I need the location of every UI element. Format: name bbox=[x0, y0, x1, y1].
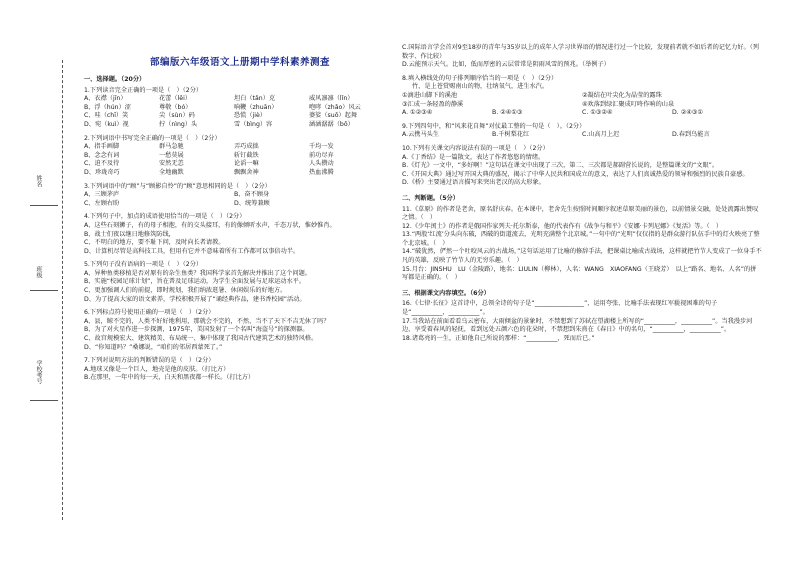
name-blank[interactable] bbox=[30, 205, 58, 206]
option[interactable]: B.千树梨花红 bbox=[492, 131, 530, 139]
clause: ①滴进山脚下的溪池 bbox=[402, 91, 458, 99]
option[interactable]: B、浮（hún）涩 bbox=[84, 103, 131, 111]
option: 尊敬（bó） bbox=[159, 103, 192, 111]
option: 涵涵潺潺（bō） bbox=[309, 120, 354, 128]
fill-item[interactable]: 17.当我站在前面看看乌云密布，大雨倾盆的景象时，不禁想到了苏轼在望湖楼上所写的“__________，__________”。当我漫步河边，享受着春风的轻抚，看到远处五颜六色的花朵时，不禁想到朱熹在《春日》中的名句，“__________，__________”。 bbox=[402, 317, 753, 334]
option: 千均一发 bbox=[309, 143, 334, 151]
q8-choices bbox=[402, 109, 762, 118]
clause: ②凝结在叶尖化为晶莹的露珠 bbox=[582, 91, 662, 99]
option[interactable]: A.《丁香结》是一篇散文，表达了作者悠悠的情绪。 bbox=[402, 153, 545, 161]
question-8: 8.填入横线处的句子排列顺序恰当的一项是（ ）（2分） bbox=[402, 74, 558, 82]
option: 拧（nìng）头 bbox=[159, 120, 198, 128]
judge-item[interactable]: 13.“两股‘红流’分头向东破，西破的街道流去，光明充满整个北京城。”一句中的“光明”仅仅指的是群众游行队伍手中的灯火映亮了整个北京城。（ ） bbox=[402, 231, 760, 247]
option[interactable]: B. ②④①③ bbox=[492, 109, 523, 117]
option[interactable]: D、珍珑奇巧 bbox=[84, 168, 120, 176]
judge-item[interactable]: 15.月台：JINSHU LU（金陵路），地名：LIULIN（柳林），人名：WANG XIAOFANG（王晓芳） 以上“路名、地名、人名”的拼写都是正确的。（ ） bbox=[402, 265, 757, 282]
fill-item[interactable]: 18.诸葛亮的一生，正如他自己所说的那样：“__________，死而后已。” bbox=[402, 334, 595, 342]
option: 安然无恙 bbox=[159, 160, 184, 168]
page-title: 部编版六年级语文上册期中学科素养测查 bbox=[149, 57, 330, 68]
option[interactable]: A、这些石刻狮子，有的母子相抱，有的交头接耳，有的像倾听水声，千态万状，惟妙惟肖。 bbox=[84, 221, 336, 229]
q2-options-c bbox=[84, 160, 384, 169]
question-5: 5.下列句子没有语病的一项是（ ）（2分） bbox=[84, 261, 203, 269]
option: 前功尽弃 bbox=[309, 151, 334, 159]
option: 响鞭（zhuān） bbox=[234, 103, 278, 111]
section-fill: 三、根据课文内容填空。（6分） bbox=[402, 289, 490, 297]
clause: ④欢落到绿汇聚成叮咚作响的山泉 bbox=[582, 100, 675, 108]
option[interactable]: D.《桥》主要通过语言描写来突出老汉的高大形象。 bbox=[402, 179, 545, 187]
option[interactable]: A、指手画脚 bbox=[84, 143, 120, 151]
q8-clauses-1 bbox=[402, 92, 762, 101]
school-label: 学校考号 bbox=[35, 360, 42, 384]
option: 恐慌（jiè） bbox=[234, 112, 266, 120]
question-7: 7.下列对说明方法的判断错误的是（ ）（2分） bbox=[84, 357, 215, 365]
option[interactable]: C、左顾右盼 bbox=[84, 199, 120, 207]
option[interactable]: C.国际语言学会首对9至18岁的青年与35岁以上的成年人学习世界语的情况进行过一个比较，发现前者就不如后者的记忆力好。（列数字、作比较） bbox=[402, 44, 759, 60]
school-blank[interactable] bbox=[30, 400, 58, 401]
q2-options-a bbox=[84, 143, 384, 152]
q8-clauses-2 bbox=[402, 101, 762, 110]
class-label: 班级 bbox=[35, 266, 42, 278]
option: 弄巧成拙 bbox=[234, 143, 259, 151]
question-4: 4.下列句子中，加点的成语使用恰当的一项是（ ）（2分） bbox=[84, 213, 246, 221]
question-8-text: 竹，是上苍赏赐南山的物，壮纳氧气，进生水汽。 bbox=[412, 83, 549, 91]
q1-options-a bbox=[84, 95, 384, 104]
question-9: 9.下列四句中，和“风来花自舞”对仗最工整的一句是（ ）。（2分） bbox=[402, 122, 586, 130]
option: 热血沸腾 bbox=[309, 168, 334, 176]
option[interactable]: D. ②④③① bbox=[672, 109, 703, 117]
option[interactable]: C、哇（chī）笑 bbox=[84, 112, 129, 120]
right-column bbox=[402, 44, 762, 343]
option[interactable]: A.云携马头生 bbox=[402, 131, 440, 139]
option[interactable]: B.在那里，一年中的每一天，白天和黑夜都一样长。（打比方） bbox=[84, 374, 255, 382]
option: 婆娑（suō）起舞 bbox=[309, 112, 358, 120]
option: 一愁莫展 bbox=[159, 151, 184, 159]
option[interactable]: C、更加强调人们的前提，即时规划，我们纳浓逛暑、休闲娱乐的好地方。 bbox=[84, 287, 287, 295]
question-10: 10.下列有关课文内容说法有误的一项是（ ）（2分） bbox=[402, 144, 549, 152]
option[interactable]: D、“你知道吗？”桑娜说，“咱们的邻居西蒙死了。” bbox=[84, 343, 223, 351]
option: 全地幽默 bbox=[159, 168, 184, 176]
option: 威风凛凛（lǐn） bbox=[309, 95, 354, 103]
option[interactable]: C.山高月上迟 bbox=[582, 131, 620, 139]
name-label: 姓名 bbox=[35, 175, 42, 187]
option: 斩钉截铁 bbox=[234, 151, 259, 159]
option[interactable]: C、不明白的地方，要不耻下问，及时向长者请教。 bbox=[84, 239, 225, 247]
judge-item[interactable]: 11.《草原》的作者是老舍，原名舒庆春。在本课中，老舍先生按照时间顺序叙述草原美丽的景色，以前情景交融，处处流露出赞叹之情。（ ） bbox=[402, 205, 759, 222]
option[interactable]: A、异种鱼类移植是否对原有的杂生鱼类？我国科学家首先解决并推出了这个问题。 bbox=[84, 269, 311, 277]
clause: ③汇成一条轻盈的静溪 bbox=[402, 100, 464, 108]
option[interactable]: B、念念有词 bbox=[84, 151, 120, 159]
fill-item[interactable]: 16.《七律·长征》这首诗中，总领全诗的句子是“________________”，运用夸张、比喻手法表现红军藐视困难的句子是“__________，__________”。 bbox=[402, 300, 718, 317]
option[interactable]: D、计算机尽管是高科技工具，但用有它并不意味着所有工作都可以事倍功半。 bbox=[84, 247, 300, 255]
q2-options-d bbox=[84, 169, 384, 178]
option[interactable]: C. ①③②④ bbox=[582, 109, 613, 117]
option[interactable]: C、迫不及待 bbox=[84, 160, 120, 168]
class-blank[interactable] bbox=[30, 290, 58, 291]
option: 论滔一嘛 bbox=[234, 160, 259, 168]
option[interactable]: C、故宫规模宏大、建筑精美、布局统一、集中体现了我国古代建筑艺术的独特风格。 bbox=[84, 335, 318, 343]
option[interactable]: A、衣襟（jīn） bbox=[84, 95, 127, 103]
option[interactable]: A、三顾茅庐 bbox=[84, 191, 120, 199]
option[interactable]: A.地球又像是一个巨人，地壳是他的皮肤。（打比方） bbox=[84, 365, 230, 373]
question-3: 3.下列词语中的“顾”与“顾影自怜”的“顾”意思相同的是（ ）（2分） bbox=[84, 182, 271, 190]
option[interactable]: B、实施“校园足球计划”，旨在普及足球运动，为学生全面发展与足球运动水平。 bbox=[84, 278, 306, 286]
left-column bbox=[84, 74, 384, 383]
option: 花蕾（lěi） bbox=[159, 95, 191, 103]
binding-line bbox=[62, 60, 63, 520]
q1-options-d bbox=[84, 121, 384, 130]
question-6: 6.下列标点符号使用正确的一项是（ ）（2分） bbox=[84, 309, 215, 317]
option[interactable]: B、为了对火星作进一步探测，1975年，美国发射了一个名叫“海盗号”的探测器。 bbox=[84, 326, 309, 334]
option: 飘飘舍神 bbox=[234, 168, 259, 176]
option[interactable]: A、县，鲸不完的，人类不好好地利用，那就会不完的，不然，当不了天下不吉无休了吗？ bbox=[84, 317, 330, 325]
option[interactable]: C.《开国大典》通过写开国大典的盛况，揭示了中华人民共和国成立的意义，表达了人们真诚热爱的领导和强烈的民族自豪感。 bbox=[402, 170, 749, 178]
q3-options-ab bbox=[84, 191, 384, 200]
option[interactable]: D.春到鸟能言 bbox=[672, 131, 710, 139]
q1-options-c bbox=[84, 112, 384, 121]
question-2: 2.下列词语中书写完全正确的一项是（ ）（2分） bbox=[84, 134, 221, 142]
judge-item[interactable]: 14.“破犹然，俨然一个吐咬风云的古战场，”这句话运用了比喻的修辞手法，把课桌比喻成古战场，这样就把竹节人变成了一位身手不凡的英雄，反映了竹节人的无穷乐趣。（ ） bbox=[402, 248, 762, 265]
option: 尖（sùn）码 bbox=[159, 112, 195, 120]
option[interactable]: A. ①②③④ bbox=[402, 109, 433, 117]
option: 人头攒动 bbox=[309, 160, 334, 168]
option: 咆哮（zhǎo）风云 bbox=[309, 103, 361, 111]
section-judge: 二、判断题。（5分） bbox=[402, 194, 459, 202]
question-1: 1.下列读音完全正确的一项是（ ）（2分） bbox=[84, 86, 203, 94]
option[interactable]: B、战士们夜以继日地修筑防线， bbox=[84, 230, 175, 238]
option[interactable]: D、为了提高大家的语文素养，学校积极开展了“诵经典作品，建书香校园”活动。 bbox=[84, 295, 306, 303]
option[interactable]: D.云能预示天气。比如，低而厚密的云层常常是阴雨风雪的预兆。（举例子） bbox=[402, 61, 610, 69]
option[interactable]: D、统筹兼顾 bbox=[234, 199, 270, 207]
section-choice: 一、选择题。（20分） bbox=[84, 76, 146, 83]
option: 雪（bìng）容 bbox=[234, 120, 273, 128]
option[interactable]: D、宛（kuì）视 bbox=[84, 120, 129, 128]
judge-item[interactable]: 12.《少年闰土》的作者是俄国作家列夫·托尔斯泰，他的代表作有《战争与和平》《安娜·卡列尼娜》《复活》等。（ ） bbox=[402, 222, 723, 230]
option: 群马急驰 bbox=[159, 143, 184, 151]
option: 坦白（tǎn）克 bbox=[234, 95, 276, 103]
option[interactable]: B、奋不顾身 bbox=[234, 191, 270, 199]
q3-options-cd bbox=[84, 200, 384, 209]
q9-choices bbox=[402, 131, 762, 140]
option[interactable]: B.《灯光》一文中，“多好啊！”这句话在课文中出现了三次，第二、三次都是郝副营长说的，是整篇课文的“文眼”。 bbox=[402, 162, 719, 170]
